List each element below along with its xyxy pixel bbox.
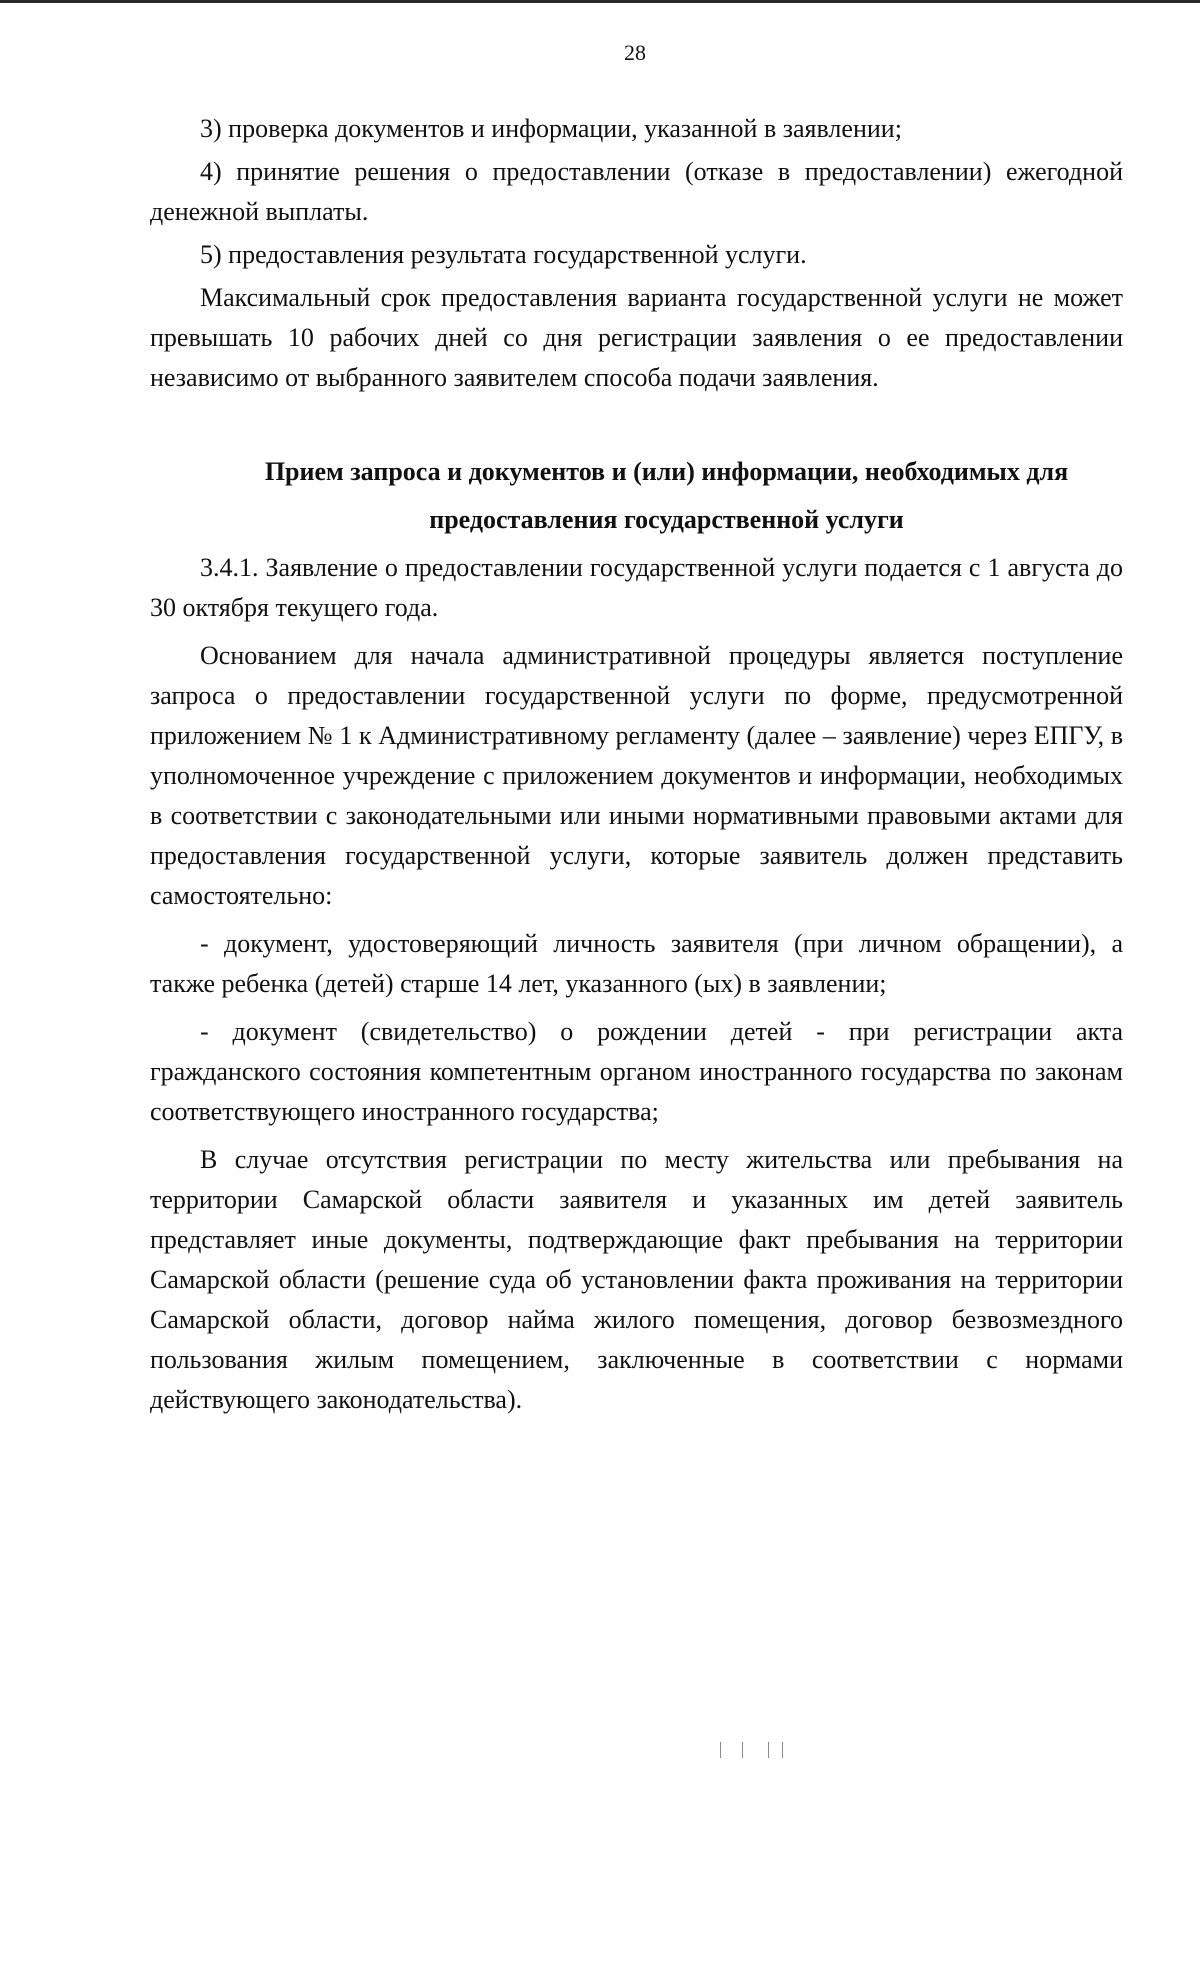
section-heading-line-2: предоставления государственной услуги — [429, 505, 904, 534]
section-heading-line-1: Прием запроса и документов и (или) информации, необходимых для — [264, 457, 1069, 486]
paragraph-3-4-1: 3.4.1. Заявление о предоставлении государственной услуги подается с 1 августа до 30 октября текущего года. — [150, 553, 1123, 622]
page-number: 28 — [624, 40, 646, 65]
paragraph-grounds: Основанием для начала административной процедуры является поступление запроса о предоставлении государственной услуги по форме, предусмотренной приложением № 1 к Административному регламенту (далее – заявление) через ЕПГУ, в уполномоченное учреждение с приложением документов и информации, необходимых в соответствии с законодательными или иными нормативными правовыми актами для предоставления государственной услуги, которые заявитель должен представить самостоятельно: — [150, 641, 1123, 910]
list-item-4: 4) принятие решения о предоставлении (отказе в предоставлении) ежегодной денежной выплаты. — [150, 157, 1123, 226]
max-term-paragraph: Максимальный срок предоставления варианта государственной услуги не может превышать 10 рабочих дней со дня регистрации заявления о ее предоставлении независимо от выбранного заявителем способа подачи заявления. — [150, 283, 1123, 392]
scan-top-border — [0, 0, 1200, 3]
section-heading — [150, 448, 1123, 544]
list-item-5: 5) предоставления результата государственной услуги. — [200, 240, 807, 269]
scan-artifact-marks — [720, 1742, 860, 1762]
list-item-birth-certificate: - документ (свидетельство) о рождении детей - при регистрации акта гражданского состояния компетентным органом иностранного государства по законам соответствующего иностранного государства; — [150, 1017, 1123, 1126]
paragraph-no-registration: В случае отсутствия регистрации по месту жительства или пребывания на территории Самарской области заявителя и указанных им детей заявитель представляет иные документы, подтверждающие факт пребывания на территории Самарской области (решение суда об установлении факта проживания на территории Самарской области, договор найма жилого помещения, договор безвозмездного пользования жилым помещением, заключенные в соответствии с нормами действующего законодательства). — [150, 1145, 1123, 1414]
list-item-3: 3) проверка документов и информации, указанной в заявлении; — [200, 114, 902, 143]
list-item-identity-document: - документ, удостоверяющий личность заявителя (при личном обращении), а также ребенка (детей) старше 14 лет, указанного (ых) в заявлении; — [150, 929, 1123, 998]
document-body — [150, 109, 1123, 1428]
